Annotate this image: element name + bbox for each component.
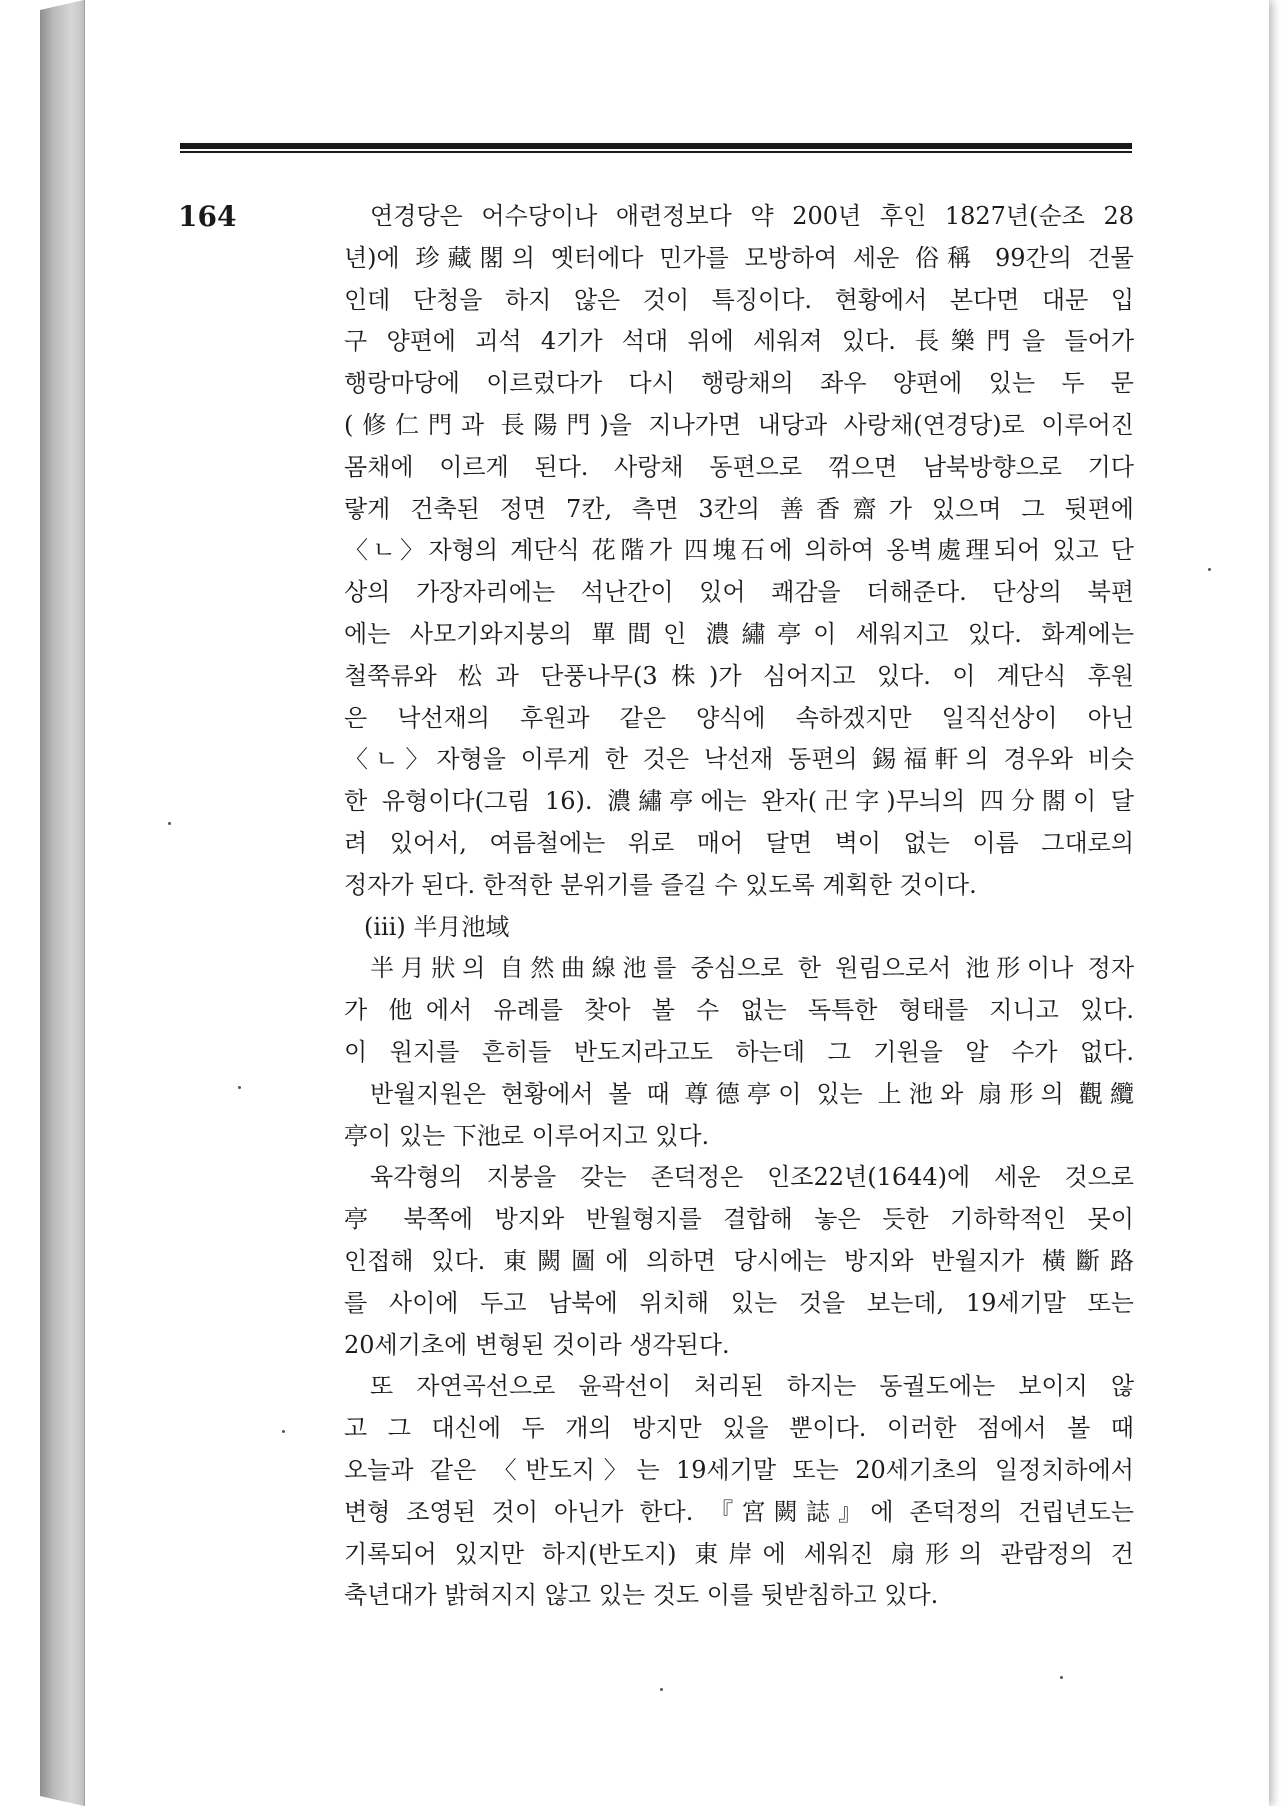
text-line: 〈ㄴ〉자형을 이루게 한 것은 낙선재 동편의 錫福軒의 경우와 비슷 bbox=[344, 745, 1134, 774]
text-line: 이 원지를 흔히들 반도지라고도 하는데 그 기원을 알 수가 없다. bbox=[344, 1037, 1134, 1066]
text-line: 20세기초에 변형된 것이라 생각된다. bbox=[344, 1330, 730, 1359]
text-line: 몸채에 이르게 된다. 사랑채 동편으로 꺾으면 남북방향으로 기다 bbox=[344, 452, 1134, 481]
text-line: 상의 가장자리에는 석난간이 있어 쾌감을 더해준다. 단상의 북편 bbox=[344, 578, 1134, 607]
text-line: (修仁門과 長陽門)을 지나가면 내당과 사랑채(연경당)로 이루어진 bbox=[344, 410, 1134, 439]
text-line: 려 있어서, 여름철에는 위로 매어 달면 벽이 없는 이름 그대로의 bbox=[344, 828, 1134, 857]
text-line: 한 유형이다(그림 16). 濃繡亭에는 완자(卍字)무늬의 四分閤이 달 bbox=[344, 787, 1134, 816]
page-number: 164 bbox=[178, 200, 237, 233]
text-line: 년)에 珍藏閣의 옛터에다 민가를 모방하여 세운 俗稱 99간의 건물 bbox=[344, 243, 1134, 272]
scan-speck bbox=[1208, 568, 1211, 571]
text-line: 에는 사모기와지붕의 單間인 濃繡亭이 세워지고 있다. 화계에는 bbox=[344, 619, 1134, 648]
scan-speck bbox=[238, 1086, 241, 1089]
scan-speck bbox=[1060, 1676, 1063, 1679]
text-line: 육각형의 지붕을 갖는 존덕정은 인조22년(1644)에 세운 것으로 bbox=[370, 1163, 1134, 1192]
header-rule-thin bbox=[180, 151, 1132, 153]
text-line: 오늘과 같은 〈반도지〉는 19세기말 또는 20세기초의 일정치하에서 bbox=[344, 1455, 1134, 1484]
text-line: 亭 북쪽에 방지와 반월형지를 결합해 놓은 듯한 기하학적인 못이 bbox=[344, 1205, 1134, 1234]
text-line: 반월지원은 현황에서 볼 때 尊德亭이 있는 上池와 扇形의 觀纜 bbox=[370, 1079, 1134, 1108]
text-line: 를 사이에 두고 남북에 위치해 있는 것을 보는데, 19세기말 또는 bbox=[344, 1288, 1134, 1317]
text-line: 〈ㄴ〉자형의 계단식 花階가 四塊石에 의하여 옹벽處理되어 있고 단 bbox=[344, 536, 1134, 565]
text-line: 행랑마당에 이르렀다가 다시 행랑채의 좌우 양편에 있는 두 문 bbox=[344, 369, 1134, 398]
text-line: 구 양편에 괴석 4기가 석대 위에 세워져 있다. 長樂門을 들어가 bbox=[344, 327, 1134, 356]
text-line: 인데 단청을 하지 않은 것이 특징이다. 현황에서 본다면 대문 입 bbox=[344, 285, 1134, 314]
text-line: 은 낙선재의 후원과 같은 양식에 속하겠지만 일직선상이 아닌 bbox=[344, 703, 1134, 732]
scan-speck bbox=[660, 1688, 663, 1691]
text-line: 랗게 건축된 정면 7칸, 측면 3칸의 善香齋가 있으며 그 뒷편에 bbox=[344, 494, 1134, 523]
header-rule-thick bbox=[180, 143, 1132, 149]
text-line: 또 자연곡선으로 윤곽선이 처리된 하지는 동궐도에는 보이지 않 bbox=[370, 1372, 1134, 1401]
text-line: 半月狀의 自然曲線池를 중심으로 한 원림으로서 池形이나 정자 bbox=[370, 954, 1134, 983]
text-line: 인접해 있다. 東闕圖에 의하면 당시에는 방지와 반월지가 橫斷路 bbox=[344, 1246, 1134, 1275]
text-line: 가 他에서 유례를 찾아 볼 수 없는 독특한 형태를 지니고 있다. bbox=[344, 996, 1134, 1025]
scan-speck bbox=[168, 822, 171, 825]
text-line: 정자가 된다. 한적한 분위기를 즐길 수 있도록 계획한 것이다. bbox=[344, 870, 977, 899]
text-line: 철쭉류와 松과 단풍나무(3株)가 심어지고 있다. 이 계단식 후원 bbox=[344, 661, 1134, 690]
text-line: 亭이 있는 下池로 이루어지고 있다. bbox=[344, 1121, 710, 1150]
text-line: 변형 조영된 것이 아닌가 한다. 『宮闕誌』에 존덕정의 건립년도는 bbox=[344, 1497, 1134, 1526]
text-line: 기록되어 있지만 하지(반도지) 東岸에 세워진 扇形의 관람정의 건 bbox=[344, 1539, 1134, 1568]
section-heading: (iii) 半月池域 bbox=[364, 912, 510, 941]
text-line: 연경당은 어수당이나 애련정보다 약 200년 후인 1827년(순조 28 bbox=[370, 202, 1134, 230]
text-line: 고 그 대신에 두 개의 방지만 있을 뿐이다. 이러한 점에서 볼 때 bbox=[344, 1414, 1134, 1443]
body-text bbox=[344, 196, 1134, 1617]
book-spine-edge bbox=[40, 0, 84, 1806]
scan-speck bbox=[282, 1430, 285, 1433]
text-line: 축년대가 밝혀지지 않고 있는 것도 이를 뒷받침하고 있다. bbox=[344, 1581, 939, 1610]
